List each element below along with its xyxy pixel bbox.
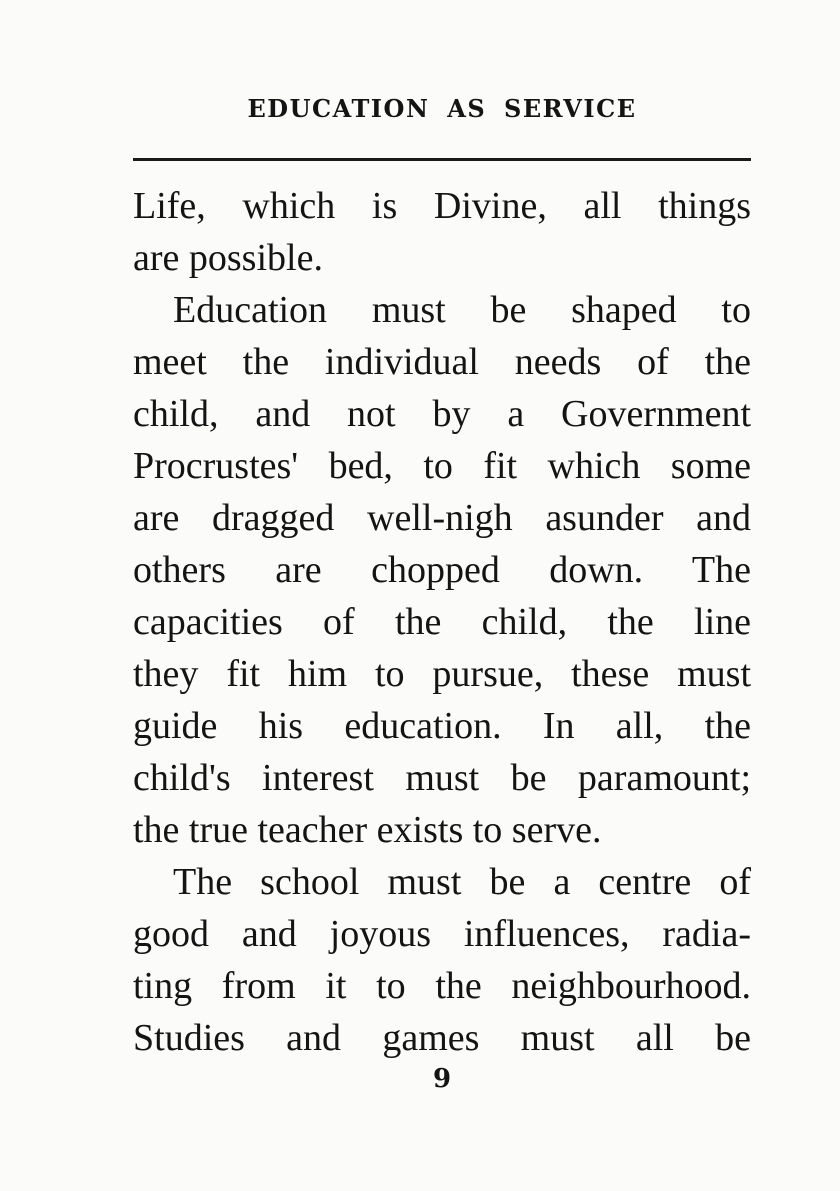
text-line: are dragged well-nigh asunder and — [133, 497, 751, 539]
text-line: meet the individual needs of the — [133, 341, 751, 383]
text-line: child, and not by a Government — [133, 393, 751, 435]
page-number: 9 — [432, 1064, 452, 1094]
text-line: child's interest must be paramount; — [133, 757, 751, 799]
header-rule — [133, 158, 751, 161]
text-line: the true teacher exists to serve. — [133, 809, 602, 851]
text-line: ting from it to the neighbourhood. — [133, 965, 751, 1007]
text-line: others are chopped down. The — [133, 549, 751, 591]
text-line: Life, which is Divine, all things — [133, 185, 751, 227]
text-line: are possible. — [133, 237, 323, 279]
text-line: good and joyous influences, radia- — [133, 913, 751, 955]
body-text — [133, 180, 751, 1064]
text-line: Procrustes' bed, to fit which some — [133, 445, 751, 487]
text-line: they fit him to pursue, these must — [133, 653, 751, 695]
text-line: Education must be shaped to — [173, 289, 751, 331]
running-head: EDUCATION AS SERVICE — [247, 94, 637, 123]
text-line: The school must be a centre of — [173, 861, 751, 903]
text-line: guide his education. In all, the — [133, 705, 751, 747]
text-line: capacities of the child, the line — [133, 601, 751, 643]
text-line: Studies and games must all be — [133, 1017, 751, 1059]
